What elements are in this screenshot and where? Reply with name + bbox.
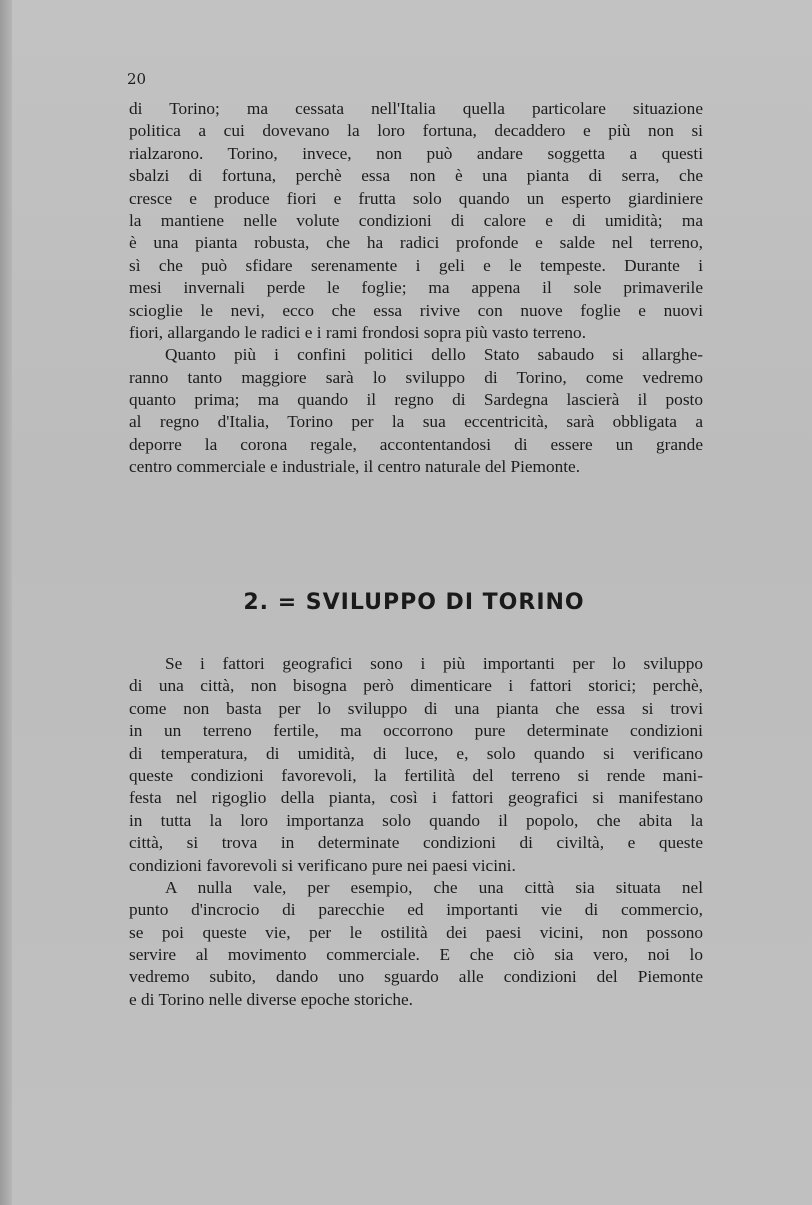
paragraph-line: in un terreno fertile, ma occorrono pure determinate condizioni bbox=[129, 721, 703, 741]
paragraph-line: servire al movimento commerciale. E che ciò sia vero, noi lo bbox=[129, 945, 703, 965]
paragraph-line: di una città, non bisogna però dimenticare i fattori storici; perchè, bbox=[129, 676, 703, 696]
paragraph-line: vedremo subito, dando uno sguardo alle condizioni del Piemonte bbox=[129, 967, 703, 987]
paragraph-3 bbox=[129, 653, 703, 877]
paragraph-line: quanto prima; ma quando il regno di Sardegna lascierà il posto bbox=[129, 390, 703, 410]
paragraph-line: sbalzi di fortuna, perchè essa non è una pianta di serra, che bbox=[129, 166, 703, 186]
paragraph-line: e di Torino nelle diverse epoche storiche. bbox=[129, 989, 413, 1009]
paragraph-line: condizioni favorevoli si verificano pure nei paesi vicini. bbox=[129, 855, 516, 875]
paragraph-line: di Torino; ma cessata nell'Italia quella particolare situazione bbox=[129, 99, 703, 118]
paragraph-line: al regno d'Italia, Torino per la sua eccentricità, sarà obbligata a bbox=[129, 412, 703, 432]
paragraph-line: Quanto più i confini politici dello Stato sabaudo si allarghe- bbox=[165, 345, 703, 365]
paragraph-line: rialzarono. Torino, invece, non può andare soggetta a questi bbox=[129, 143, 703, 163]
paragraph-line: punto d'incrocio di parecchie ed importanti vie di commercio, bbox=[129, 900, 703, 920]
text-block-top bbox=[129, 98, 703, 479]
text-block-bottom bbox=[129, 653, 703, 1011]
paragraph-line: Se i fattori geografici sono i più importanti per lo sviluppo bbox=[165, 654, 703, 673]
paragraph-line: cresce e produce fiori e frutta solo quando un esperto giardiniere bbox=[129, 188, 703, 208]
paragraph-line: di temperatura, di umidità, di luce, e, solo quando si verificano bbox=[129, 743, 703, 763]
paragraph-line: se poi queste vie, per le ostilità dei paesi vicini, non possono bbox=[129, 922, 703, 942]
paragraph-line: come non basta per lo sviluppo di una pianta che essa si trovi bbox=[129, 698, 703, 718]
paragraph-line: queste condizioni favorevoli, la fertilità del terreno si rende mani- bbox=[129, 765, 703, 785]
paragraph-line: A nulla vale, per esempio, che una città sia situata nel bbox=[165, 877, 703, 897]
paragraph-line: centro commerciale e industriale, il centro naturale del Piemonte. bbox=[129, 457, 581, 477]
paragraph-line: città, si trova in determinate condizioni di civiltà, e queste bbox=[129, 833, 703, 853]
paragraph-line: politica a cui dovevano la loro fortuna, decaddero e più non si bbox=[129, 121, 703, 141]
paragraph-line: è una pianta robusta, che ha radici profonde e salde nel terreno, bbox=[129, 233, 703, 253]
paragraph-line: fiori, allargando le radici e i rami frondosi sopra più vasto terreno. bbox=[129, 322, 587, 342]
paragraph-line: la mantiene nelle volute condizioni di calore e di umidità; ma bbox=[129, 210, 703, 230]
paragraph-2 bbox=[129, 344, 703, 478]
paragraph-4 bbox=[129, 877, 703, 1011]
paragraph-line: ranno tanto maggiore sarà lo sviluppo di Torino, come vedremo bbox=[129, 367, 703, 387]
paragraph-line: festa nel rigoglio della pianta, così i fattori geografici si manifestano bbox=[129, 788, 703, 808]
paragraph-line: scioglie le nevi, ecco che essa rivive con nuove foglie e nuovi bbox=[129, 300, 703, 320]
paragraph-line: sì che può sfidare serenamente i geli e le tempeste. Durante i bbox=[129, 255, 703, 275]
paragraph-1 bbox=[129, 98, 703, 344]
paragraph-line: deporre la corona regale, accontentandosi di essere un grande bbox=[129, 434, 703, 454]
page-number: 20 bbox=[127, 70, 147, 88]
paragraph-line: mesi invernali perde le foglie; ma appena il sole primaverile bbox=[129, 278, 703, 298]
section-heading: 2. = SVILUPPO DI TORINO bbox=[243, 590, 585, 615]
page-edge-shadow bbox=[0, 0, 12, 1205]
paragraph-line: in tutta la loro importanza solo quando il popolo, che abita la bbox=[129, 810, 703, 830]
